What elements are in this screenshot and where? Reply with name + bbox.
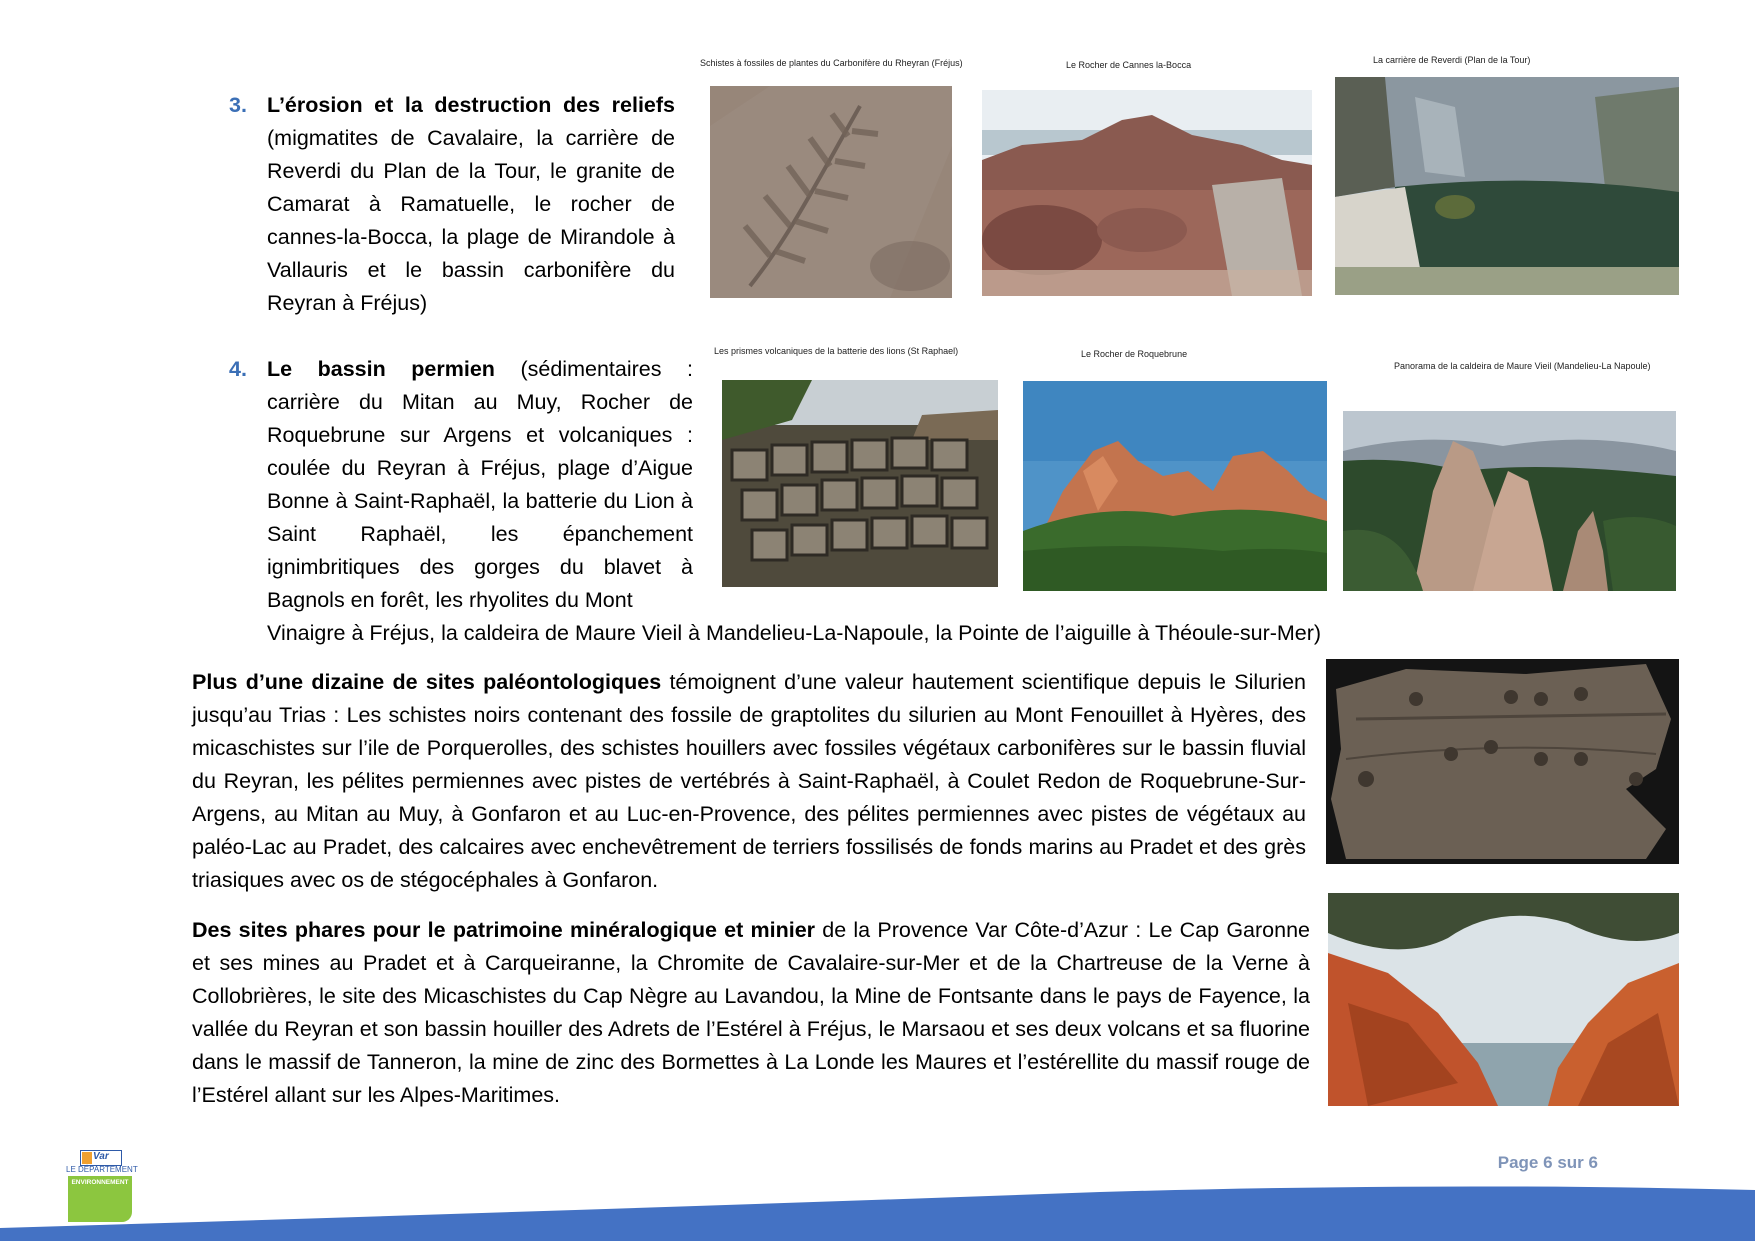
page-total: 6 — [1588, 1153, 1598, 1172]
photo-rochers-esterel — [1328, 893, 1679, 1106]
caption-cannes: Le Rocher de Cannes la-Bocca — [1066, 60, 1192, 70]
caption-prismes: Les prismes volcaniques de la batterie des lions (St Raphael) — [714, 346, 959, 356]
photo-prismes-volcaniques — [722, 380, 998, 587]
item3-number: 3. — [229, 93, 247, 117]
page-current: 6 — [1543, 1153, 1553, 1172]
item4-number: 4. — [229, 357, 247, 381]
photo-carriere-reverdi — [1335, 77, 1679, 295]
photo-caldeira-maure-vieil — [1343, 411, 1676, 591]
item3-body: (migmatites de Cavalaire, la carrière de Reverdi du Plan de la Tour, le granite de Camarat à Ramatuelle, le rocher de cannes-la-Bocca, la plage de Mirandole à Vallauris et le bassin carbonifère du Reyran à Fréjus) — [267, 126, 675, 315]
item4-body: (sédimentaires : carrière du Mitan au Muy, Rocher de Roquebrune sur Argens et volcaniques : coulée du Reyran à Fréjus, plage d’Aigue Bonne à Saint-Raphaël, la batterie du Lion à Saint Raphaël, les épanchement ignimbritiques des gorges du blavet à Bagnols en forêt, les rhyolites du Mont — [267, 357, 693, 612]
logo-departement-text: LE DÉPARTEMENT — [66, 1165, 138, 1174]
caption-roquebrune: Le Rocher de Roquebrune — [1081, 349, 1188, 359]
photo-fern-fossil — [710, 86, 952, 298]
caption-schistes: Schistes à fossiles de plantes du Carbonifère du Rheyran (Fréjus) — [700, 58, 963, 68]
para1-body: témoignent d’une valeur hautement scientifique depuis le Silurien jusqu’au Trias : Les schistes noirs contenant des fossile de graptolites du silurien au Mont Fenouillet à Hyères, des micaschistes sur l’ile de Porquerolles, des schistes houillers avec fossiles végétaux carbonifères sur le bassin fluvial du Reyran, les pélites permiennes avec pistes de vertébrés à Saint-Raphaël, à Coulet Redon de Roquebrune-Sur-Argens, au Mitan au Muy, à Gonfaron et au Luc-en-Provence, des pélites permiennes avec pistes de végétaux au paléo-Lac au Pradet, des calcaires avec enchevêtrement de terriers fossilisés de fonds marins au Pradet et des grès triasiques avec os de stégocéphales à Gonfaron. — [192, 670, 1306, 892]
item4-last-line: Vinaigre à Fréjus, la caldeira de Maure Vieil à Mandelieu-La-Napoule, la Pointe de l’aiguille à Théoule-sur-Mer) — [267, 621, 1322, 645]
photo-rocher-cannes — [982, 90, 1312, 296]
photo-rocher-roquebrune — [1023, 381, 1327, 591]
photo-empreintes-fossiles — [1326, 659, 1679, 864]
page-label: Page — [1497, 1153, 1539, 1172]
footer-wave — [0, 1180, 1755, 1241]
para2-bold: Des sites phares pour le patrimoine minéralogique et minier — [192, 918, 816, 942]
paragraph-paleontologie — [192, 666, 1306, 897]
item4-title: Le bassin permien — [267, 357, 495, 381]
para2-body: de la Provence Var Côte-d’Azur : Le Cap Garonne et ses mines au Pradet et à Carqueiranne, la Chromite de Cavalaire-sur-Mer et de la Chartreuse de la Verne à Collobrières, le site des Micaschistes du Cap Nègre au Lavandou, la Mine de Fontsante dans le pays de Fayence, la vallée du Reyran et son bassin houiller des Adrets de l’Estérel à Fréjus, le Marsaou et ses deux volcans et sa fluorine dans le massif de Tanneron, la mine de zinc des Bormettes à La Londe les Maures et l’estérellite du massif rouge de l’Estérel allant sur les Alpes-Maritimes. — [192, 918, 1310, 1107]
caption-caldeira: Panorama de la caldeira de Maure Vieil (Mandelieu-La Napoule) — [1394, 361, 1651, 371]
logo-var-flag-icon — [80, 1150, 122, 1166]
item3-text — [267, 89, 675, 320]
logo-environnement-text: ENVIRONNEMENT — [71, 1179, 129, 1186]
page-sep: sur — [1557, 1153, 1584, 1172]
item3-title: L’érosion et la destruction des reliefs — [267, 93, 675, 117]
caption-reverdi: La carrière de Reverdi (Plan de la Tour) — [1373, 55, 1531, 65]
item4-text — [267, 353, 693, 617]
page-number — [1498, 1153, 1598, 1173]
para1-bold: Plus d’une dizaine de sites paléontologiques — [192, 670, 662, 694]
logo-var-text: Var — [93, 1151, 109, 1162]
paragraph-mineralogie — [192, 914, 1310, 1112]
